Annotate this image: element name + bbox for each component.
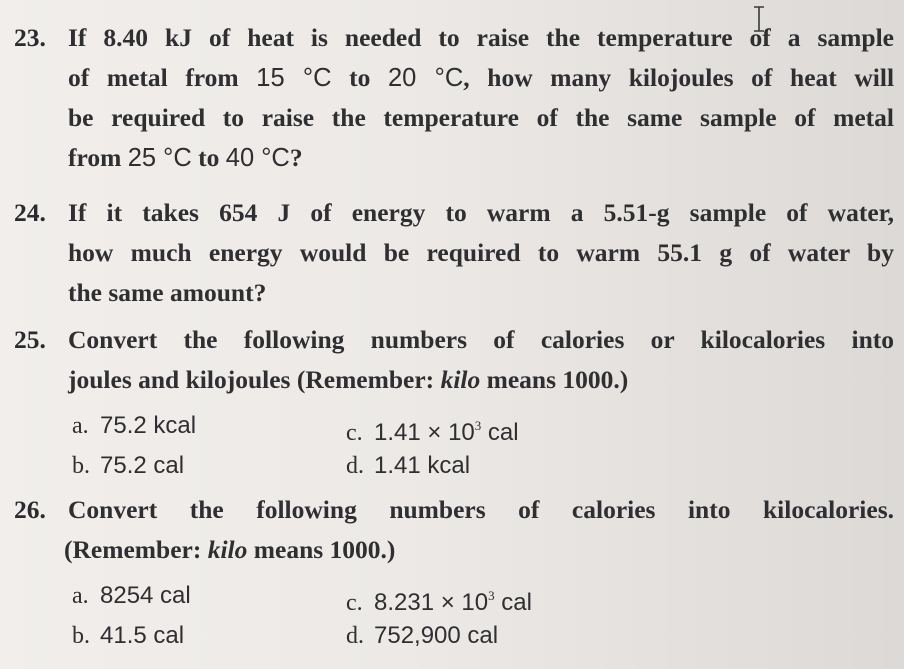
item-b: b. 41.5 cal	[72, 622, 185, 649]
problem-line	[14, 58, 894, 98]
item-a: a. 75.2 kcal	[72, 412, 197, 439]
problem-line	[14, 233, 894, 273]
item-c: c. $8.231 \times 10^3$ cal	[346, 588, 532, 616]
italic-word: kilo	[440, 365, 481, 394]
problem-text: (Remember: kilo means 1000.)	[64, 535, 396, 564]
problem-23	[14, 18, 894, 178]
problem-line	[14, 490, 894, 530]
problem-text: Convert the following numbers of calories into kilocalories.	[68, 495, 894, 524]
problem-text: Convert the following numbers of calories or kilocalories into	[68, 325, 894, 354]
problem-text: be required to raise the temperature of the same sample of metal	[68, 103, 894, 132]
problem-line	[14, 138, 894, 178]
item-c: c. $1.41 \times 10^3$ cal	[346, 418, 519, 446]
answer-row	[14, 616, 894, 656]
problem-text: If 8.40 kJ of heat is needed to raise the temperature of a sample	[68, 23, 894, 52]
temperature-value: 20 °C	[388, 64, 464, 92]
problem-number: 26.	[14, 495, 46, 524]
item-d: d. 1.41 kcal	[346, 452, 471, 479]
problem-line	[14, 530, 894, 570]
problem-text: from 25 °C to 40 °C?	[68, 143, 303, 172]
problem-line	[14, 98, 894, 138]
problem-number: 23.	[14, 23, 46, 52]
problem-25	[14, 320, 894, 486]
text-cursor-icon	[752, 6, 766, 32]
problem-text: joules and kilojoules (Remember: kilo means 1000.)	[68, 365, 629, 394]
temperature-value: 25 °C	[127, 144, 192, 172]
italic-word: kilo	[207, 535, 248, 564]
problem-line	[14, 360, 894, 400]
item-b: b. 75.2 cal	[72, 452, 185, 479]
item-d: d. 752,900 cal	[346, 622, 499, 649]
problem-24	[14, 193, 894, 313]
problem-text: the same amount?	[68, 278, 267, 307]
item-a: a. 8254 cal	[72, 582, 191, 609]
answer-row	[14, 446, 894, 486]
problem-number: 25.	[14, 325, 46, 354]
problem-26	[14, 490, 894, 656]
answer-row	[14, 576, 894, 616]
problem-line	[14, 320, 894, 360]
problem-text: how much energy would be required to warm 55.1 g of water by	[68, 238, 894, 267]
problem-text: of metal from 15 °C to 20 °C, how many kilojoules of heat will	[68, 63, 895, 92]
answer-row	[14, 406, 894, 446]
problem-line	[14, 273, 894, 313]
problem-number: 24.	[14, 198, 46, 227]
problem-text: If it takes 654 J of energy to warm a 5.51-g sample of water,	[68, 198, 894, 227]
temperature-value: 40 °C	[225, 144, 290, 172]
temperature-value: 15 °C	[256, 64, 332, 92]
problem-line	[14, 193, 894, 233]
